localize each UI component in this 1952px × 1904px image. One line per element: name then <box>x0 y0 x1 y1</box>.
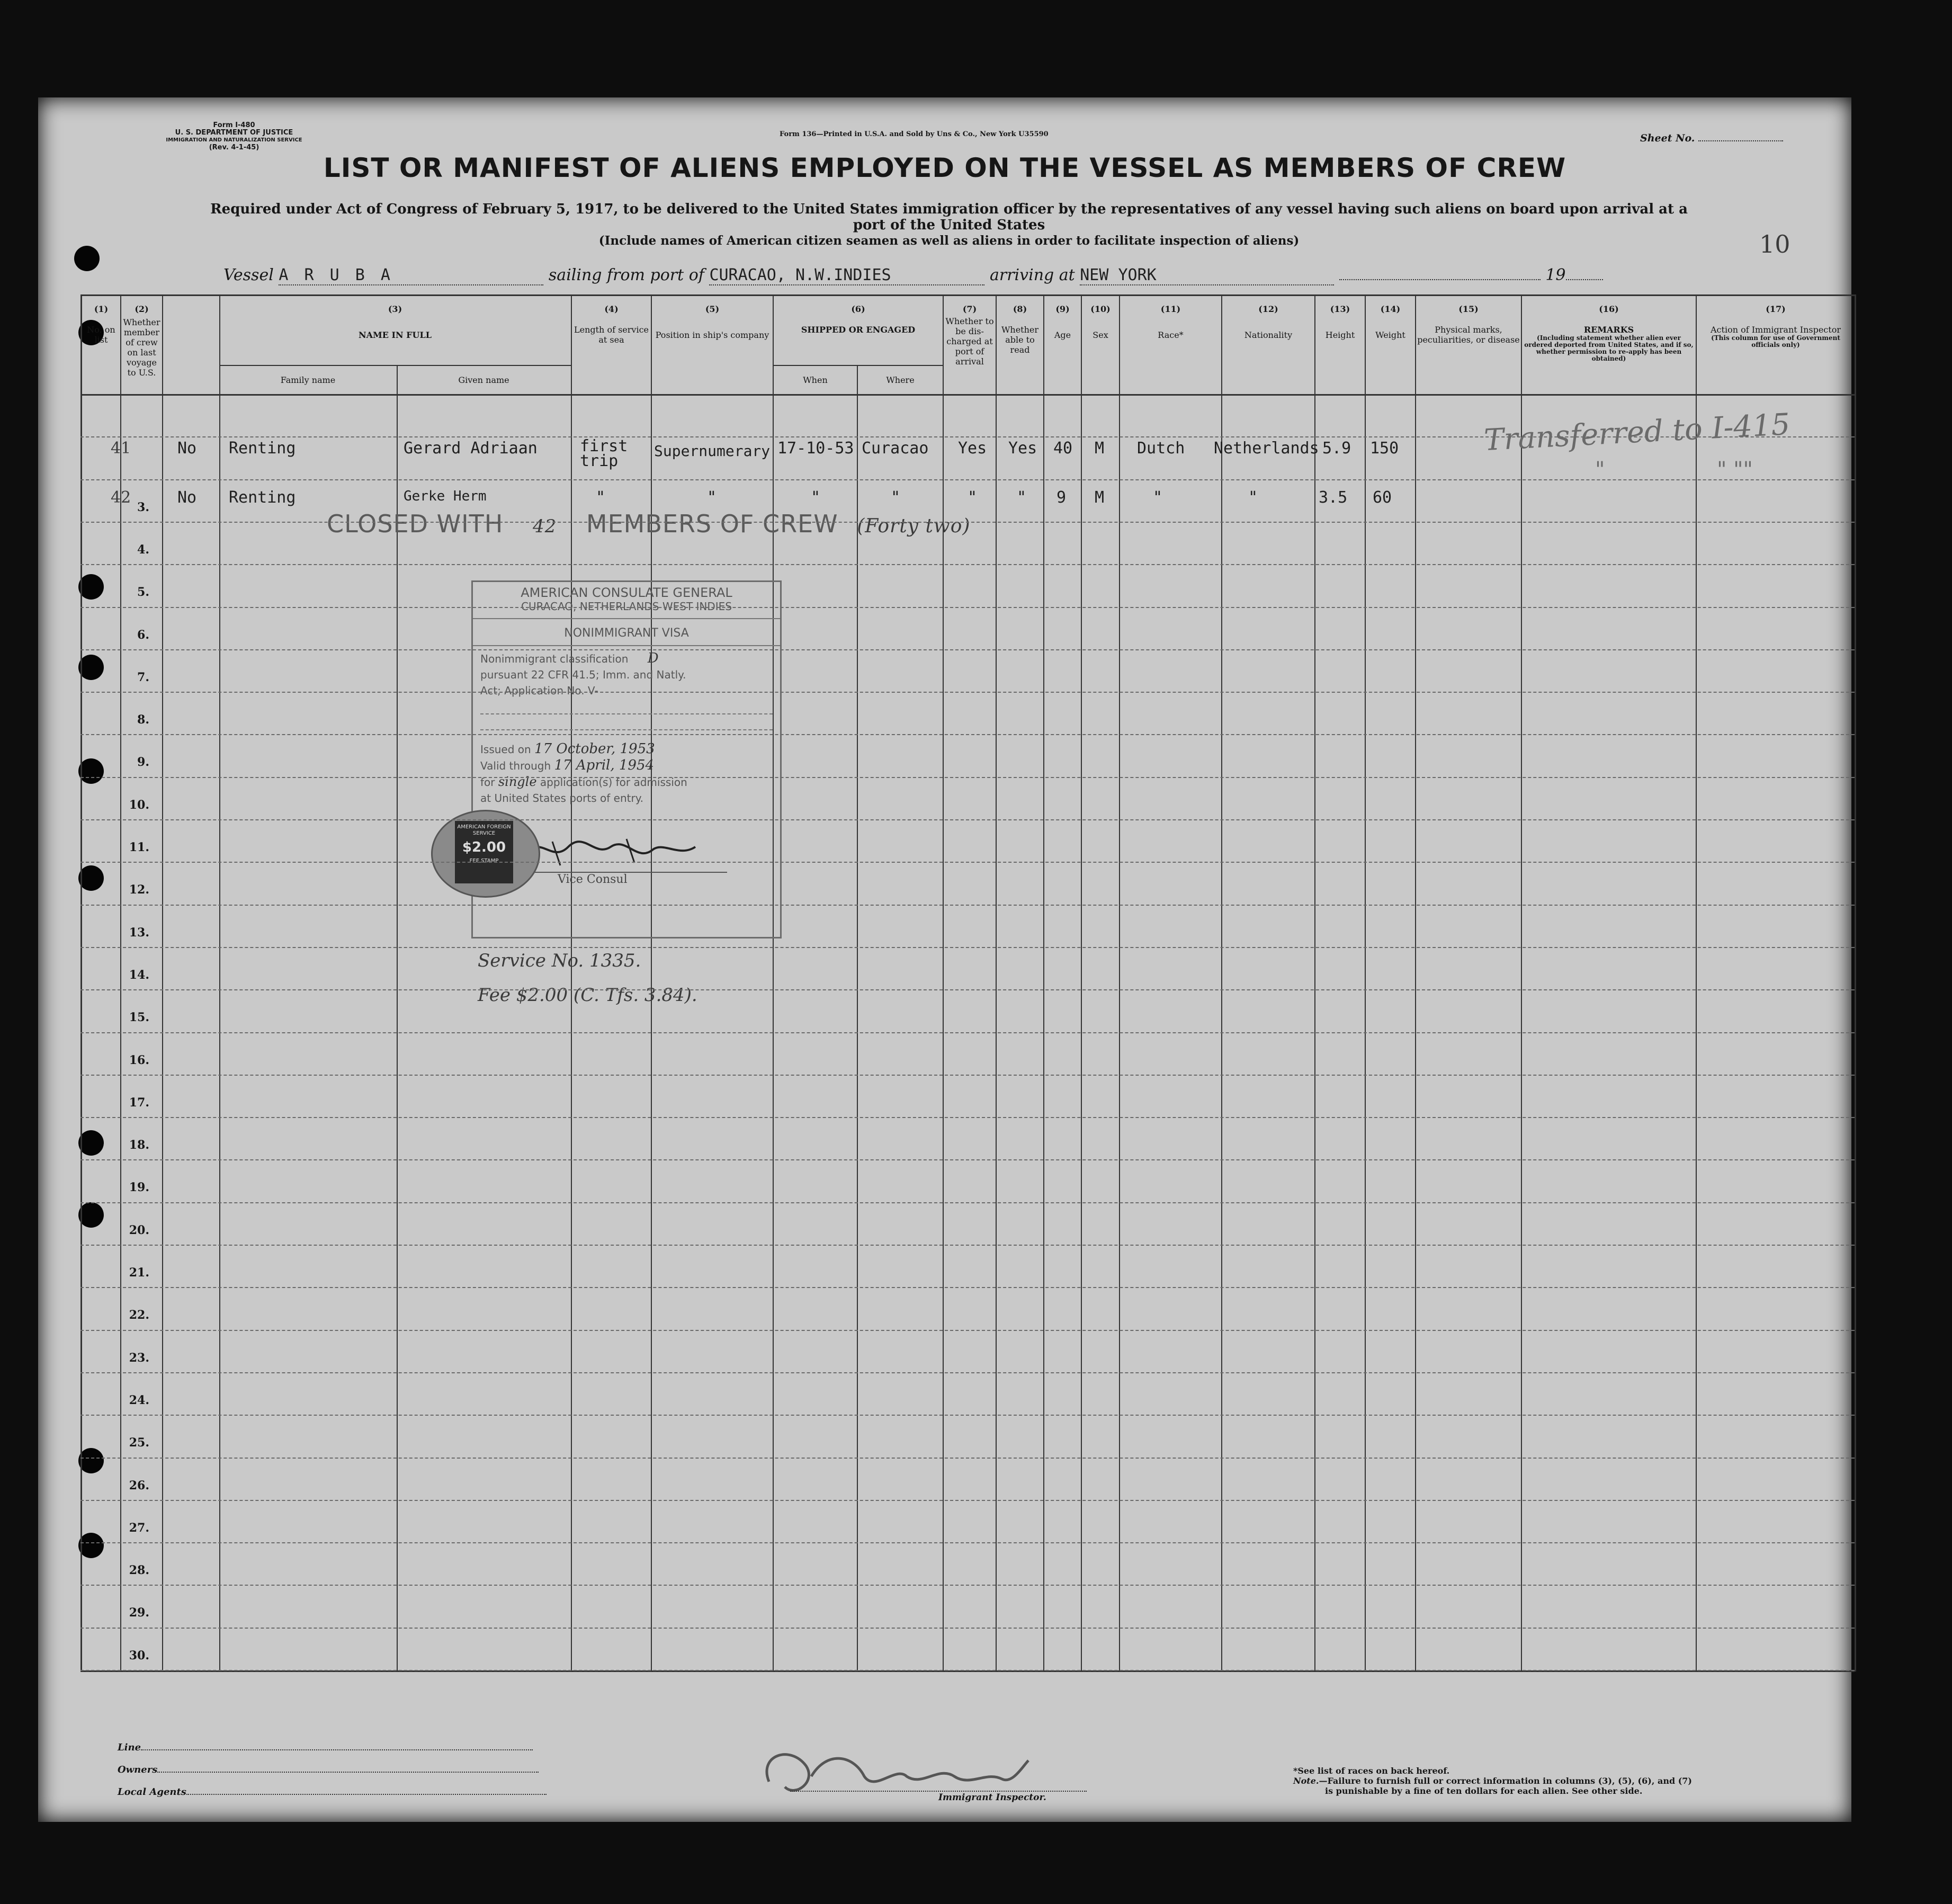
crew-age: 9 <box>1056 488 1067 507</box>
crew-discharged: " <box>968 488 978 507</box>
crew-position: Supernumerary <box>654 442 771 460</box>
races-note: *See list of races on back hereof. <box>1293 1766 1450 1776</box>
row-number: 3. <box>137 500 149 514</box>
vessel-line <box>223 266 1812 285</box>
row-line <box>80 1628 1855 1629</box>
row-line <box>80 436 1855 437</box>
row-number: 15. <box>129 1011 149 1025</box>
row-line <box>80 989 1855 990</box>
crew-weight: 60 <box>1373 488 1392 507</box>
row-number: 14. <box>129 968 149 982</box>
fee-note: Fee $2.00 (C. Tfs. 3.84). <box>478 985 697 1006</box>
row-number: 20. <box>129 1223 149 1237</box>
row-number: 8. <box>137 713 149 727</box>
crew-last-voyage: No <box>177 439 197 458</box>
row-line <box>80 1372 1855 1373</box>
visa-pursuant-line: pursuant 22 CFR 41.5; Imm. and Natly. <box>480 668 686 681</box>
row-number: 13. <box>129 925 149 940</box>
col-header-4: (4) Length of service at sea <box>574 304 649 345</box>
crew-nationality: Netherlands <box>1214 439 1319 458</box>
remarks-transferred: Transferred to I-415 <box>1483 407 1791 458</box>
col-header-11: (11) Race* <box>1158 304 1184 340</box>
crew-no: 42 <box>111 488 131 507</box>
note-text-2: is punishable by a fine of ten dollars for each alien. See other side. <box>1325 1786 1643 1796</box>
crew-discharged: Yes <box>958 439 987 458</box>
row-line <box>80 1287 1855 1288</box>
row-line <box>80 1670 1855 1671</box>
crew-sex: M <box>1095 439 1105 458</box>
closed-with-stamp <box>327 509 970 538</box>
manifest-sheet <box>38 97 1851 1822</box>
inspector-ditto: " "" <box>1717 458 1753 482</box>
row-line <box>80 1117 1855 1118</box>
visa-act-line: Act; Application No. V- <box>480 684 598 697</box>
visa-issued: Issued on 17 October, 1953 <box>480 741 655 757</box>
header-bottom-border <box>80 394 1855 396</box>
fee-stamp-value: $2.00 <box>462 839 506 855</box>
crew-position: " <box>707 488 717 507</box>
row-line <box>80 522 1855 523</box>
col-header-5: (5) Position in ship's company <box>655 304 769 340</box>
crew-family-name: Renting <box>229 439 296 458</box>
crew-age: 40 <box>1053 439 1073 458</box>
crew-service: first trip <box>580 437 628 470</box>
crew-height: 5.9 <box>1322 439 1351 458</box>
footer-owners-label: Owners <box>118 1764 158 1775</box>
row-line <box>80 1542 1855 1543</box>
col-header-3: (3) NAME IN FULL <box>358 304 432 340</box>
inspector-caption: Immigrant Inspector. <box>938 1792 1046 1803</box>
crew-given-name: Gerke Herm <box>404 488 487 504</box>
crew-no: 41 <box>111 439 131 458</box>
footer-line-label: Line <box>118 1742 141 1753</box>
visa-office-line-2: CURACAO, NETHERLANDS WEST INDIES <box>473 600 780 619</box>
row-number: 7. <box>137 670 149 684</box>
row-number: 11. <box>129 841 149 854</box>
fee-stamp <box>455 821 513 883</box>
crew-where: Curacao <box>862 439 929 458</box>
row-line <box>80 905 1855 906</box>
col-header-10: (10) Sex <box>1090 304 1111 340</box>
col-header-13: (13) Height <box>1325 304 1355 340</box>
footer-notes <box>1293 1766 1692 1796</box>
vessel-name: A R U B A <box>279 266 543 285</box>
col-header-6: (6) SHIPPED OR ENGAGED <box>801 304 916 335</box>
note-label: Note. <box>1293 1776 1319 1786</box>
punch-hole <box>78 1448 104 1473</box>
crew-family-name: Renting <box>229 488 296 507</box>
visa-office-line-1: AMERICAN CONSULATE GENERAL <box>521 585 732 600</box>
row-line <box>80 607 1855 608</box>
row-line <box>80 862 1855 863</box>
remarks-ditto: " <box>1595 458 1605 482</box>
crew-read: " <box>1017 488 1027 507</box>
col-header-2: (2) Whether member of crew on last voyage to U.S. <box>123 304 160 378</box>
sailing-port: CURACAO, N.W.INDIES <box>709 266 984 285</box>
year-label: 19 <box>1545 266 1566 284</box>
row-line <box>80 1585 1855 1586</box>
crew-weight: 150 <box>1370 439 1399 458</box>
col-header-9: (9) Age <box>1054 304 1071 340</box>
subtitle-line-2: port of the United States <box>853 217 1045 233</box>
closed-with-label: CLOSED WITH <box>327 509 504 538</box>
col-header-17: (17) Action of Immigrant Inspector (This column for use of Government officials only) <box>1711 304 1841 348</box>
subtitle-line-3: (Include names of American citizen seamen as well as aliens in order to facilitate inspection of aliens) <box>598 234 1300 248</box>
visa-for: for single application(s) for admission <box>480 774 687 789</box>
row-number: 6. <box>137 628 149 642</box>
fee-stamp-seal <box>431 810 540 898</box>
sheet-number-label: Sheet No. <box>1640 132 1695 144</box>
row-line <box>80 777 1855 778</box>
row-number: 25. <box>129 1436 149 1450</box>
crew-last-voyage: No <box>177 488 197 507</box>
row-line <box>80 947 1855 948</box>
punch-hole <box>78 758 104 784</box>
row-number: 5. <box>137 585 149 600</box>
crew-nationality: " <box>1248 488 1258 507</box>
footer-agents-label: Local Agents <box>118 1786 186 1798</box>
row-line <box>80 649 1855 650</box>
row-number: 12. <box>129 883 149 897</box>
row-line <box>80 734 1855 735</box>
row-line <box>80 1415 1855 1416</box>
row-line <box>80 1032 1855 1033</box>
crew-height: 3.5 <box>1319 488 1348 507</box>
row-line <box>80 1245 1855 1246</box>
row-line <box>80 1458 1855 1459</box>
crew-service: " <box>596 488 606 507</box>
col-subheader-family: Family name <box>280 375 336 385</box>
inspector-line <box>790 1791 1087 1792</box>
row-number: 21. <box>129 1266 149 1280</box>
row-number: 4. <box>137 542 149 557</box>
row-line <box>80 692 1855 693</box>
visa-classification: Nonimmigrant classification D <box>480 650 659 666</box>
footer-fields <box>118 1734 547 1806</box>
visa-ports: at United States ports of entry. <box>480 792 644 804</box>
row-number: 18. <box>129 1138 149 1152</box>
sheet-number-field <box>1640 132 1783 144</box>
punch-hole <box>78 1130 104 1156</box>
row-number: 16. <box>129 1053 149 1067</box>
col-header-7: (7) Whether to be dis-charged at port of arrival <box>945 304 994 367</box>
punch-hole <box>78 1533 104 1558</box>
consul-signature <box>521 831 701 875</box>
printer-line: Form 136—Printed in U.S.A. and Sold by Uns & Co., New York U35590 <box>780 130 1049 138</box>
fee-stamp-top: AMERICAN FOREIGN SERVICE <box>457 824 511 836</box>
col-subheader-given: Given name <box>458 375 509 385</box>
crew-race: " <box>1153 488 1163 507</box>
note-text-1: —Failure to furnish full or correct information in columns (3), (5), (6), and (7) <box>1319 1776 1692 1786</box>
page-subtitle <box>155 201 1743 249</box>
row-number: 28. <box>129 1563 149 1578</box>
row-number: 26. <box>129 1478 149 1492</box>
table-left-border <box>80 294 82 1671</box>
crew-given-name: Gerard Adriaan <box>404 439 538 458</box>
table-right-border <box>1855 294 1856 1671</box>
col-subheader-where: Where <box>886 375 915 385</box>
closed-with-count-words: (Forty two) <box>857 515 971 537</box>
page-number: 10 <box>1759 230 1790 258</box>
col-subheader-when: When <box>803 375 828 385</box>
crew-read: Yes <box>1008 439 1037 458</box>
col-header-14: (14) Weight <box>1375 304 1405 340</box>
punch-hole <box>78 865 104 891</box>
service-number-note: Service No. 1335. <box>478 950 641 971</box>
row-number: 24. <box>129 1393 149 1407</box>
vice-consul-caption: Vice Consul <box>531 872 727 886</box>
row-line <box>80 1159 1855 1160</box>
sailing-label: sailing from port of <box>548 266 704 284</box>
crew-when: 17-10-53 <box>777 439 854 458</box>
row-number: 27. <box>129 1521 149 1535</box>
arriving-label: arriving at <box>989 266 1075 284</box>
row-number: 23. <box>129 1351 149 1365</box>
col-header-8: (8) Whether able to read <box>1001 304 1039 355</box>
table-top-border <box>80 294 1855 296</box>
row-number: 22. <box>129 1308 149 1322</box>
row-number: 9. <box>137 755 149 770</box>
form-block <box>128 122 340 151</box>
row-line <box>80 819 1855 820</box>
row-line <box>80 479 1855 480</box>
closed-with-members-label: MEMBERS OF CREW <box>586 509 838 538</box>
crew-sex: M <box>1095 488 1105 507</box>
punch-hole <box>74 246 100 271</box>
service-name: IMMIGRATION AND NATURALIZATION SERVICE <box>166 137 302 143</box>
col-header-15: (15) Physical marks, peculiarities, or disease <box>1417 304 1520 345</box>
col-header-12: (12) Nationality <box>1244 304 1293 340</box>
crew-when: " <box>811 488 821 507</box>
col-header-16: (16) REMARKS (Including statement whether alien ever ordered deported from United States, and if so, whether permission to re-apply has been obtained) <box>1524 304 1694 362</box>
punch-hole <box>78 655 104 680</box>
visa-heading: NONIMMIGRANT VISA <box>473 627 780 646</box>
visa-valid: Valid through 17 April, 1954 <box>480 757 655 773</box>
arrival-port: NEW YORK <box>1080 266 1334 285</box>
row-number: 30. <box>129 1648 149 1662</box>
closed-with-number: 42 <box>532 516 557 537</box>
row-line <box>80 1330 1855 1331</box>
vessel-label: Vessel <box>223 266 274 284</box>
department-name: U. S. DEPARTMENT OF JUSTICE <box>175 129 293 137</box>
fee-stamp-bottom: FEE STAMP <box>469 858 499 864</box>
punch-hole <box>78 574 104 600</box>
row-line <box>80 1075 1855 1076</box>
row-number: 19. <box>129 1181 149 1195</box>
col-header-1: (1) No. on list <box>87 304 115 345</box>
punch-hole <box>78 1202 104 1228</box>
row-line <box>80 564 1855 565</box>
row-number: 10. <box>129 798 149 812</box>
form-revision: (Rev. 4-1-45) <box>209 144 259 151</box>
row-line <box>80 1500 1855 1501</box>
crew-race: Dutch <box>1137 439 1185 458</box>
row-line <box>80 1202 1855 1203</box>
form-number: Form I-480 <box>213 121 255 129</box>
crew-where: " <box>891 488 901 507</box>
subtitle-line-1: Required under Act of Congress of February 5, 1917, to be delivered to the United States immigration officer by the representatives of any vessel having such aliens on board upon arrival at a <box>210 201 1688 217</box>
page-title: LIST OR MANIFEST OF ALIENS EMPLOYED ON THE VESSEL AS MEMBERS OF CREW <box>323 153 1566 183</box>
row-number: 29. <box>129 1606 149 1620</box>
row-number: 17. <box>129 1095 149 1110</box>
